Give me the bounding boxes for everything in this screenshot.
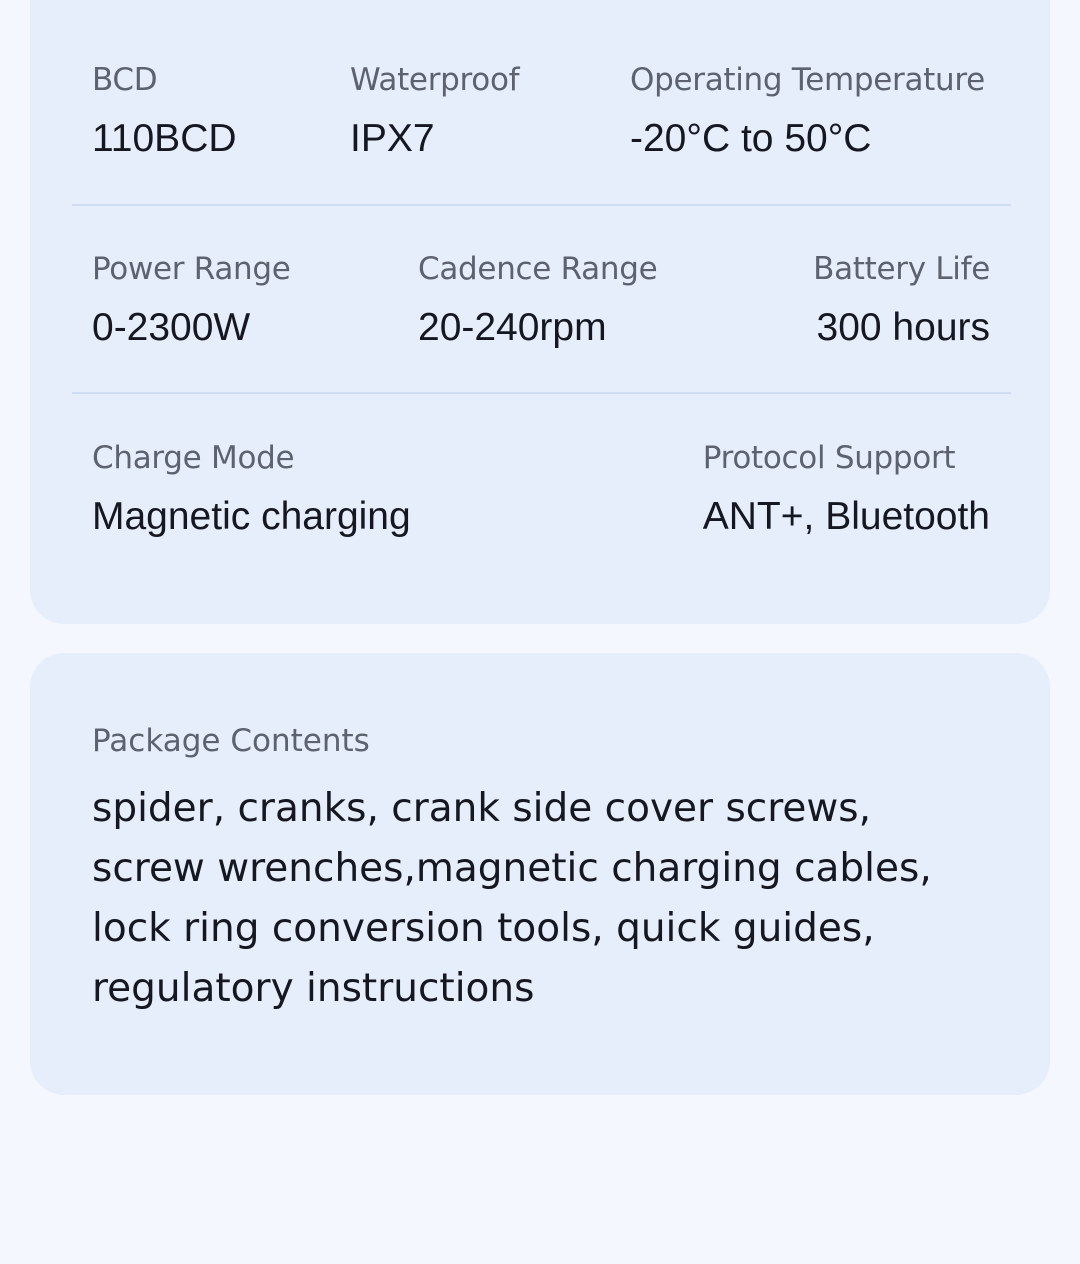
spec-value: 110BCD (92, 117, 237, 160)
divider (72, 392, 1011, 394)
spec-label: Charge Mode (92, 440, 295, 476)
package-contents-text (92, 779, 992, 1019)
spec-battery-life (813, 249, 990, 351)
spec-label: Power Range (92, 251, 291, 287)
spec-charge-mode (92, 438, 411, 540)
spec-value: ANT+, Bluetooth (702, 495, 990, 538)
spec-label: Operating Temperature (630, 62, 985, 98)
package-contents-line: screw wrenches,magnetic charging cables, (92, 846, 932, 891)
specifications-card (30, 0, 1050, 624)
spec-label: BCD (92, 62, 158, 98)
spec-protocol-support (703, 438, 990, 540)
package-contents-line: regulatory instructions (92, 966, 535, 1011)
spec-bcd (92, 60, 237, 162)
spec-label: Cadence Range (418, 251, 658, 287)
spec-label: Battery Life (813, 251, 990, 287)
package-contents-line: spider, cranks, crank side cover screws, (92, 786, 872, 831)
spec-label: Protocol Support (702, 440, 956, 476)
spec-value: 0-2300W (92, 306, 251, 349)
divider (72, 204, 1011, 206)
spec-label: Waterproof (350, 62, 520, 98)
spec-value: Magnetic charging (92, 495, 411, 538)
package-contents-line: lock ring conversion tools, quick guides, (92, 906, 875, 951)
package-contents-card (30, 653, 1050, 1095)
spec-waterproof (350, 60, 519, 162)
spec-value: 300 hours (816, 306, 990, 349)
spec-cadence-range (418, 249, 657, 351)
spec-value: IPX7 (350, 117, 435, 160)
spec-value: 20-240rpm (418, 306, 607, 349)
package-contents-label: Package Contents (92, 723, 370, 759)
spec-power-range (92, 249, 291, 351)
spec-value: -20°C to 50°C (630, 117, 872, 160)
spec-operating-temperature (630, 60, 985, 162)
